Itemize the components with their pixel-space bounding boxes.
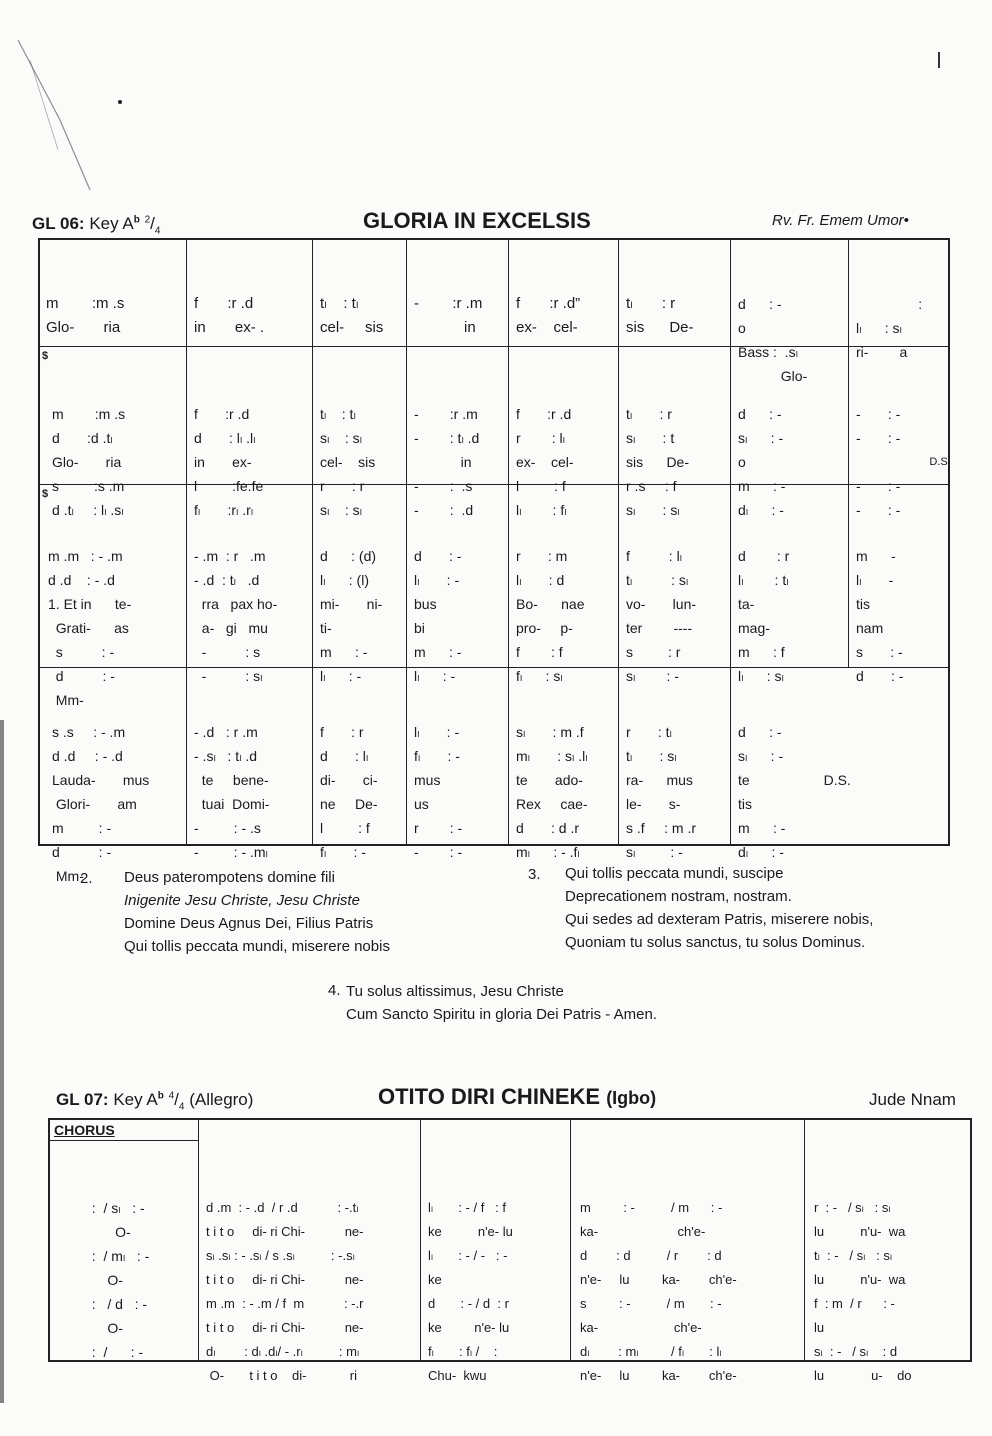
bar-cell: m : - / m : - ka- ch'e- d : d / r : d n'e- lu ka- ch'e- s : - / m : - ka- ch'e- dₗ : mₗ / fₗ : lₗ n'e- lu ka- ch'e- xyxy=(580,1200,737,1383)
gl06-header-left: GL 06: Key $A^b$ $^2/_4$ xyxy=(32,214,161,237)
gl06-author: Rv. Fr. Emem Umor• xyxy=(772,212,909,229)
bar-cell: f :r .d” ex- cel- xyxy=(516,295,581,336)
col-divider xyxy=(186,238,187,846)
segno-mark: $ xyxy=(42,488,49,500)
col-divider xyxy=(406,238,407,846)
segno-mark: $ xyxy=(42,350,49,362)
gl07-tempo: (Allegro) xyxy=(189,1090,254,1109)
col-divider xyxy=(848,238,849,668)
bar-cell: d .m : - .d / r .d : -.tₗ t i t o di- ri Chi- ne- sₗ .sₗ : - .sₗ / s .sₗ : -.sₗ t i t o di- ri Chi- ne- m .m : - .m / f m : -.r t i t o di- ri Chi- ne- dₗ : dₗ .dₗ/ - .rₗ : mₗ O- t i t o di- ri xyxy=(206,1200,364,1383)
bar-cell: - .m : r .m - .d : tₗ .d rra pax ho- a- gi mu - : s - : sₗ xyxy=(194,548,278,684)
scan-mark xyxy=(938,52,940,68)
bar-cell: s .s : - .m d .d : - .d Lauda- mus Glori- am m : - d : - Mm- xyxy=(52,724,150,884)
gl07-time-den: 4 xyxy=(178,1101,185,1113)
row-divider xyxy=(38,667,950,668)
col-divider xyxy=(312,238,313,846)
bar-cell: m :m .s d :d .tₗ Glo- ria s :s .m d .tₗ : lₗ .sₗ xyxy=(52,406,126,518)
bar-cell: tₗ : r sₗ : t sis De- r .s : f sₗ : sₗ xyxy=(626,406,690,518)
col-divider xyxy=(730,238,731,846)
bar-cell: - .d : r .m - .sₗ : tₗ .d te bene- tuai Domi- - : - .s - : - .mₗ xyxy=(194,724,270,860)
gl06-key-flat: b xyxy=(133,214,140,226)
bar-cell: f :r .d d : lₗ .lₗ in ex- l :fe.fe fₗ :rₗ .rₗ xyxy=(194,406,264,518)
bar-cell: f : r d : lₗ di- ci- ne De- l : f fₗ : - xyxy=(320,724,378,860)
bar-cell: f :r .d r : lₗ ex- cel- l : f lₗ : fₗ xyxy=(516,406,574,518)
gl06-title: GLORIA IN EXCELSIS xyxy=(363,208,591,233)
chorus-label: CHORUS xyxy=(54,1122,115,1138)
bar-cell: lₗ : - / f : f ke n'e- lu lₗ : - / - : - ke d : - / d : r ke n'e- lu fₗ : fₗ / : Chu- kwu xyxy=(428,1200,513,1383)
bar-cell: r : tₗ tₗ : sₗ ra- mus le- s- s .f : m .r sₗ : - xyxy=(626,724,696,860)
gl06-key: Key A xyxy=(89,214,134,233)
gl07-code: GL 07: xyxy=(56,1090,109,1109)
bar-cell: d : - o Bass : .sₗ Glo- xyxy=(738,296,808,384)
bar-cell: tₗ : tₗ cel- sis xyxy=(320,295,384,336)
scan-dot xyxy=(118,100,122,104)
bar-cell: d : r lₗ : tₗ ta- mag- m : f lₗ : sₗ xyxy=(738,548,790,684)
gl07-header-left: GL 07: Key $A^b$ $^4/_4$ (Allegro) xyxy=(56,1090,254,1113)
bar-cell: m :m .s Glo- ria xyxy=(46,295,125,336)
chorus-divider xyxy=(48,1140,198,1141)
gl06-time-num: 2 xyxy=(144,214,151,226)
bar-cell: d : - sₗ : - te D.S. tis m : - dₗ : - xyxy=(738,724,851,860)
bar-cell: - : - - : - D.S - : - - : - xyxy=(856,406,948,518)
gl07-key: Key A xyxy=(113,1090,158,1109)
bar-cell: - :r .m - : tₗ .d in - : .s - : .d xyxy=(414,406,480,518)
col-divider xyxy=(508,238,509,846)
gl07-language: (Igbo) xyxy=(606,1088,657,1108)
gl06-time-den: 4 xyxy=(154,225,161,237)
gl06-code: GL 06: xyxy=(32,214,85,233)
col-divider xyxy=(570,1118,571,1362)
bar-cell: d : - sₗ : - o m : - dₗ : - xyxy=(738,406,786,518)
bar-cell: lₗ : - fₗ : - mus us r : - - : - xyxy=(414,724,463,860)
row-divider xyxy=(38,484,950,485)
bar-cell: sₗ : m .f mₗ : sₗ .lₗ te ado- Rex cae- d : d .r mₗ : - .fₗ xyxy=(516,724,588,860)
gl07-title: OTITO DIRI CHINEKE (Igbo) xyxy=(378,1084,657,1109)
gl07-key-flat: b xyxy=(157,1090,164,1102)
row-divider xyxy=(38,346,950,347)
col-divider xyxy=(198,1118,199,1362)
col-divider xyxy=(804,1118,805,1362)
col-divider xyxy=(618,238,619,846)
bar-cell: m - lₗ - tis nam s : - d : - xyxy=(856,548,904,684)
bar-cell: f : lₗ tₗ : sₗ vo- lun- ter ---- s : r sₗ : - xyxy=(626,548,697,684)
bar-cell: m .m : - .m d .d : - .d 1. Et in te- Grati- as s : - d : - Mm- xyxy=(48,548,132,708)
bar-cell: f :r .d in ex- . xyxy=(194,295,265,336)
gl07-time-num: 4 xyxy=(168,1090,175,1102)
col-divider xyxy=(420,1118,421,1362)
scan-edge xyxy=(0,720,4,1403)
bar-cell: tₗ : r sis De- xyxy=(626,295,694,336)
bar-cell: - :r .m in xyxy=(414,295,483,336)
bar-cell: d : (d) lₗ : (l) mi- ni- ti- m : - lₗ : - xyxy=(320,548,383,684)
bar-cell: r : - / sₗ : sₗ lu n'u- wa tₗ : - / sₗ : sₗ lu n'u- wa f : m / r : - lu sₗ : - / sₗ : d lu u- do xyxy=(814,1200,912,1383)
bar-cell: r : m lₗ : d Bo- nae pro- p- f : f fₗ : sₗ xyxy=(516,548,585,684)
gl07-author: Jude Nnam xyxy=(869,1090,956,1109)
bar-cell: : / sₗ : - O- : / mₗ : - O- : / d : - O- : / : - xyxy=(84,1200,150,1360)
bar-cell: d : - lₗ : - bus bi m : - lₗ : - xyxy=(414,548,462,684)
scan-streak xyxy=(0,0,130,200)
bar-cell: : lₗ : sₗ ri- a xyxy=(856,296,923,360)
bar-cell: tₗ : tₗ sₗ : sₗ cel- sis r : r sₗ : sₗ xyxy=(320,406,376,518)
